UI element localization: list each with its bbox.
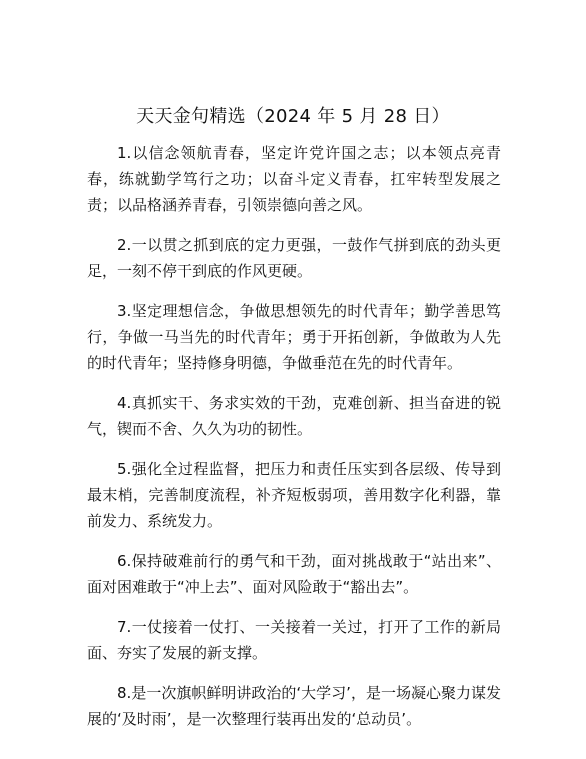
quote-paragraph-8: 8.是一次旗帜鲜明讲政治的‘大学习’，是一场凝心聚力谋发展的‘及时雨’，是一次整理行装再出发的‘总动员’。 (87, 684, 501, 728)
document-title: 天天金句精选（2024 年 5 月 28 日） (136, 106, 450, 127)
quote-paragraph-6: 6.保持破难前行的勇气和干劲，面对挑战敢于“站出来”、面对困难敢于“冲上去”、面对风险敢于“豁出去”。 (87, 552, 501, 596)
quote-paragraph-1: 1.以信念领航青春，坚定许党许国之志；以本领点亮青春，练就勤学笃行之功；以奋斗定义青春，扛牢转型发展之责；以品格涵养青春，引领崇德向善之风。 (87, 144, 501, 214)
document-body (87, 140, 501, 746)
quote-paragraph-4: 4.真抓实干、务求实效的干劲，克难创新、担当奋进的锐气，锲而不舍、久久为功的韧性。 (87, 394, 501, 438)
quote-paragraph-2: 2.一以贯之抓到底的定力更强，一鼓作气拼到底的劲头更足，一刻不停干到底的作风更硬。 (87, 236, 501, 280)
quote-paragraph-7: 7.一仗接着一仗打、一关接着一关过，打开了工作的新局面、夯实了发展的新支撑。 (87, 618, 501, 662)
quote-paragraph-5: 5.强化全过程监督，把压力和责任压实到各层级、传导到最末梢，完善制度流程，补齐短板弱项，善用数字化利器，靠前发力、系统发力。 (87, 460, 501, 530)
quote-paragraph-3: 3.坚定理想信念，争做思想领先的时代青年；勤学善思笃行，争做一马当先的时代青年；勇于开拓创新，争做敢为人先的时代青年；坚持修身明德，争做垂范在先的时代青年。 (87, 302, 501, 372)
